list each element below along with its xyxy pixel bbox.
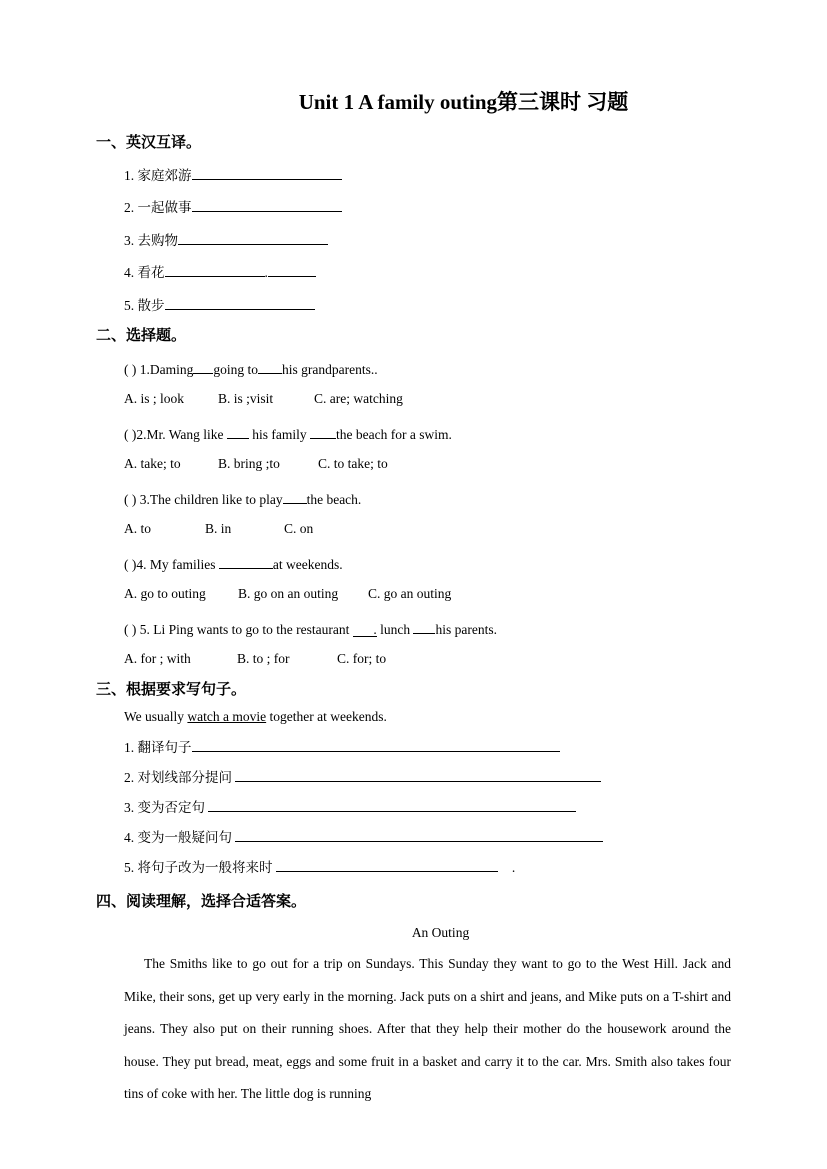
q3-stem-a: ( ) 3.The children like to play <box>124 492 283 507</box>
q1-stem-a: ( ) 1.Daming <box>124 362 194 377</box>
q3-stem-b: the beach. <box>306 492 362 507</box>
q1-option-b[interactable]: B. is ;visit <box>218 391 274 406</box>
answer-blank[interactable] <box>413 619 435 634</box>
answer-blank[interactable] <box>276 857 498 872</box>
s1-item-4-sep: . <box>264 265 268 280</box>
s3-sentence-post: together at weekends. <box>266 709 387 724</box>
answer-blank[interactable] <box>192 165 342 180</box>
answer-blank[interactable] <box>193 359 213 374</box>
q4-stem-a: ( )4. My families <box>124 557 216 572</box>
s1-item-2 <box>124 196 342 216</box>
reading-passage <box>124 948 731 1111</box>
answer-blank[interactable] <box>192 197 342 212</box>
section-1-heading: 一、英汉互译。 <box>96 133 202 151</box>
q5-option-b[interactable]: B. to ; for <box>237 651 290 666</box>
answer-blank[interactable] <box>310 424 336 439</box>
q1-stem-b: going to <box>213 362 258 377</box>
q3-option-b[interactable]: B. in <box>205 521 232 536</box>
s3-item-5-text: 5. 将句子改为一般将来时 <box>124 860 273 875</box>
q1 <box>124 359 378 378</box>
s3-item-4-text: 4. 变为一般疑问句 <box>124 830 232 845</box>
q5-option-c[interactable]: C. for; to <box>337 651 387 666</box>
q2-option-a[interactable]: A. take; to <box>124 456 181 471</box>
q2-stem-c: the beach for a swim. <box>336 427 452 442</box>
s1-item-4 <box>124 261 316 281</box>
answer-blank[interactable] <box>165 262 265 277</box>
q3-option-c[interactable]: C. on <box>284 521 314 536</box>
answer-blank[interactable] <box>283 489 307 504</box>
q1-options <box>124 391 403 407</box>
page-title: Unit 1 A family outing第三课时 习题 <box>298 90 629 114</box>
answer-blank[interactable] <box>235 827 603 842</box>
s1-item-3-text: 3. 去购物 <box>124 233 178 248</box>
s1-item-5-text: 5. 散步 <box>124 298 165 313</box>
answer-blank[interactable] <box>178 230 328 245</box>
q5-options <box>124 651 386 667</box>
passage-title: An Outing <box>411 925 470 940</box>
s1-item-2-text: 2. 一起做事 <box>124 200 192 215</box>
q2-option-c[interactable]: C. to take; to <box>318 456 388 471</box>
q2-option-b[interactable]: B. bring ;to <box>218 456 280 471</box>
answer-blank[interactable] <box>353 622 377 637</box>
s3-item-2 <box>124 766 601 786</box>
passage-text: The Smiths like to go out for a trip on Sundays. This Sunday they want to go to the West Hill. Jack and Mike, their sons, get up very early in the morning. Jack puts on a shirt and jeans, and Mike puts on a T-shirt and jeans. They also put on their running shoes. After that they help their mother do the housework around the house. They put bread, meat, eggs and some fruit in a basket and carry it to the car. Mrs. Smith also takes four tins of coke with her. The little dog is running <box>124 956 731 1101</box>
q3-options <box>124 521 313 537</box>
s3-item-5-end: . <box>511 860 516 875</box>
q5 <box>124 619 497 638</box>
s3-item-2-text: 2. 对划线部分提问 <box>124 770 232 785</box>
q4-option-b[interactable]: B. go on an outing <box>238 586 339 601</box>
s3-item-3-text: 3. 变为否定句 <box>124 800 205 815</box>
q4 <box>124 554 343 573</box>
q3-option-a[interactable]: A. to <box>124 521 151 536</box>
q4-option-a[interactable]: A. go to outing <box>124 586 206 601</box>
answer-blank[interactable] <box>208 797 576 812</box>
s1-item-4-text: 4. 看花 <box>124 265 165 280</box>
s1-item-3 <box>124 229 328 249</box>
s1-item-5 <box>124 294 315 314</box>
q5-blank-mark: . <box>373 622 377 637</box>
answer-blank[interactable] <box>258 359 282 374</box>
s3-sentence <box>124 709 387 725</box>
answer-blank[interactable] <box>192 737 560 752</box>
q4-option-c[interactable]: C. go an outing <box>368 586 452 601</box>
s3-item-5 <box>124 856 515 876</box>
q2-stem-b: his family <box>252 427 307 442</box>
section-4-heading: 四、阅读理解，选择合适答案。 <box>96 892 307 910</box>
s3-sentence-pre: We usually <box>124 709 188 724</box>
q5-option-a[interactable]: A. for ; with <box>124 651 191 666</box>
s1-item-1 <box>124 164 342 184</box>
q2-options <box>124 456 388 472</box>
q2-stem-a: ( )2.Mr. Wang like <box>124 427 224 442</box>
q2 <box>124 424 452 443</box>
answer-blank[interactable] <box>165 295 315 310</box>
answer-blank[interactable] <box>268 262 316 277</box>
q1-stem-c: his grandparents.. <box>282 362 378 377</box>
q5-stem-c: his parents. <box>435 622 497 637</box>
s3-item-1-text: 1. 翻译句子 <box>124 740 192 755</box>
s3-item-1 <box>124 736 560 756</box>
answer-blank[interactable] <box>219 554 273 569</box>
answer-blank[interactable] <box>227 424 249 439</box>
section-2-heading: 二、选择题。 <box>96 326 187 344</box>
s1-item-1-text: 1. 家庭郊游 <box>124 168 192 183</box>
s3-item-3 <box>124 796 576 816</box>
q1-option-a[interactable]: A. is ; look <box>124 391 185 406</box>
s3-sentence-underlined: watch a movie <box>187 709 267 724</box>
q1-option-c[interactable]: C. are; watching <box>314 391 403 406</box>
s3-item-4 <box>124 826 603 846</box>
q4-options <box>124 586 451 602</box>
q5-stem-a: ( ) 5. Li Ping wants to go to the restaurant <box>124 622 350 637</box>
q3 <box>124 489 361 508</box>
q4-stem-b: at weekends. <box>272 557 343 572</box>
answer-blank[interactable] <box>235 767 601 782</box>
q5-stem-b: lunch <box>380 622 411 637</box>
section-3-heading: 三、根据要求写句子。 <box>96 680 247 698</box>
